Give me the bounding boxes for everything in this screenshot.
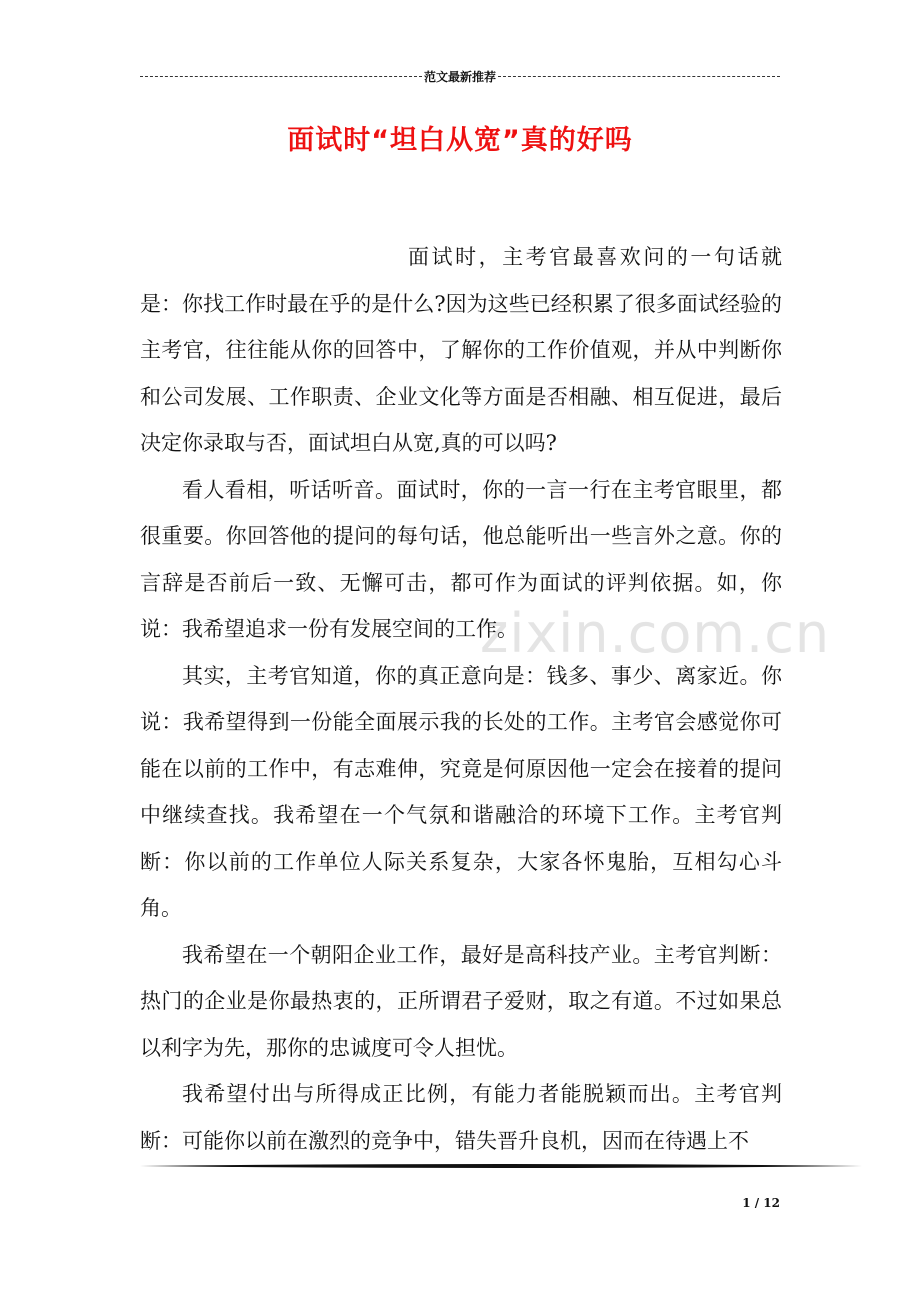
page-number: 1 / 12 bbox=[742, 1196, 780, 1210]
document-title: 面试时“坦白从宽”真的好吗 bbox=[287, 125, 633, 156]
paragraph: 其实，主考官知道，你的真正意向是：钱多、事少、离家近。你说：我希望得到一份能全面展示我的长处的工作。主考官会感觉你可能在以前的工作中，有志难伸，究竟是何原因他一定会在接着的提问中继续查找。我希望在一个气氛和谐融洽的环境下工作。主考官判断：你以前的工作单位人际关系复杂，大家各怀鬼胎，互相勾心斗角。 bbox=[140, 663, 782, 920]
page-header bbox=[140, 66, 780, 86]
watermark: zixin.com.cn bbox=[480, 602, 831, 665]
paragraph: 我希望付出与所得成正比例，有能力者能脱颖而出。主考官判断：可能你以前在激烈的竞争中，错失晋升良机，因而在待遇上不 bbox=[140, 1082, 782, 1153]
document-body bbox=[140, 234, 782, 1164]
paragraph: 看人看相，听话听音。面试时，你的一言一行在主考官眼里，都很重要。你回答他的提问的每句话，他总能听出一些言外之意。你的言辞是否前后一致、无懈可击，都可作为面试的评判依据。如，你说：我希望追求一份有发展空间的工作。 bbox=[140, 477, 782, 641]
header-label: 范文最新推荐 bbox=[424, 69, 497, 84]
paragraph: 面试时，主考官最喜欢问的一句话就是：你找工作时最在乎的是什么?因为这些已经积累了很多面试经验的主考官，往往能从你的回答中，了解你的工作价值观，并从中判断你和公司发展、工作职责、企业文化等方面是否相融、相互促进，最后决定你录取与否，面试坦白从宽,真的可以吗? bbox=[140, 245, 782, 455]
header-dash-left bbox=[140, 76, 422, 77]
header-dash-right bbox=[498, 76, 780, 77]
paragraph: 我希望在一个朝阳企业工作，最好是高科技产业。主考官判断：热门的企业是你最热衷的，正所谓君子爱财，取之有道。不过如果总以利字为先，那你的忠诚度可令人担忧。 bbox=[140, 942, 782, 1060]
